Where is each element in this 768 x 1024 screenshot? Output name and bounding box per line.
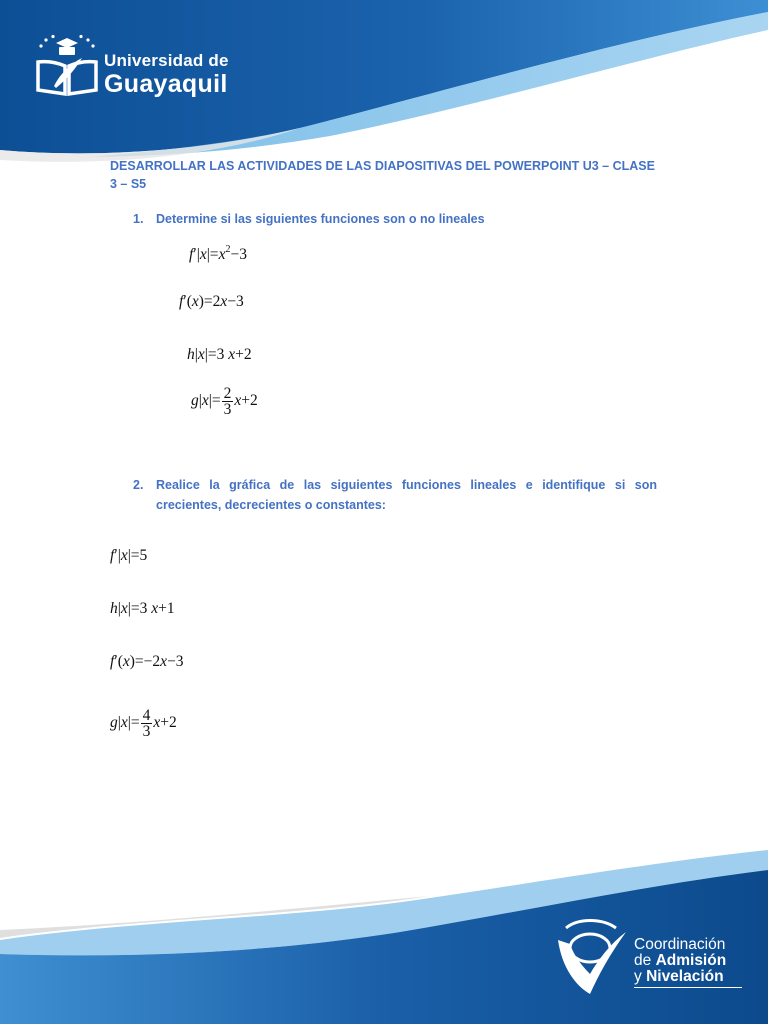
- equation-1-1: $f'|x|=x^2-3$: [189, 244, 247, 263]
- question-1-text: Determine si las siguientes funciones son o no lineales: [156, 212, 485, 226]
- question-2: [133, 475, 657, 515]
- footer-text-line3-a: y: [634, 968, 647, 985]
- equation-2-2: h|x|=3 x+1: [110, 600, 175, 617]
- university-logo: [34, 34, 234, 100]
- university-crest-icon: [34, 34, 100, 100]
- ug-checkmark-logo-icon: [552, 918, 630, 998]
- footer-text-line2-b: Admisión: [655, 952, 727, 969]
- logo-text-line2: Guayaquil: [104, 70, 228, 98]
- footer-text-line1: Coordinación: [634, 936, 726, 953]
- coordination-logo: [552, 918, 752, 998]
- equation-1-2: f′(x)=2x−3: [179, 293, 244, 310]
- footer-text-line3: [634, 968, 724, 986]
- question-2-text: Realice la gráfica de las siguientes funciones lineales e identifique si son crecientes, decrecientes o constantes:: [156, 478, 657, 512]
- footer-text-line3-b: Nivelación: [646, 968, 724, 985]
- footer-text-line2-a: de: [634, 952, 656, 969]
- equation-1-4: g|x|= $\frac{2}{3}$ x+2: [191, 385, 258, 418]
- logo-text-line1: Universidad de: [104, 51, 229, 70]
- question-2-number: 2.: [133, 478, 144, 492]
- equation-2-4: g|x|= $\frac{4}{3}$ x+2: [110, 707, 177, 740]
- question-1: [133, 209, 653, 229]
- equation-2-3: f′(x)=−2x−3: [110, 653, 184, 670]
- page-heading: DESARROLLAR LAS ACTIVIDADES DE LAS DIAPOSITIVAS DEL POWERPOINT U3 – CLASE 3 – S5: [110, 159, 655, 191]
- question-1-number: 1.: [133, 212, 144, 226]
- footer-underline: [634, 987, 742, 988]
- equation-2-1: f′|x|=5: [110, 547, 148, 564]
- equation-1-3: h|x|=3 x+2: [187, 346, 252, 363]
